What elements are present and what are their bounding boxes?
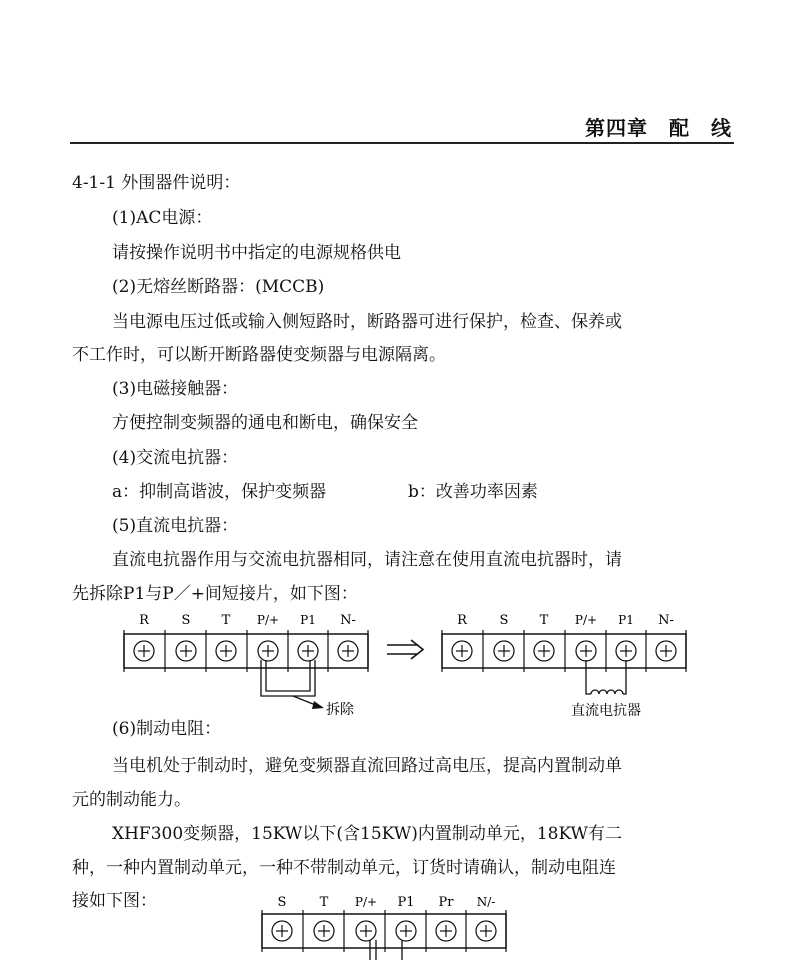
screw-icon [258, 641, 278, 661]
terminal-label-n: N- [340, 613, 356, 628]
item-3-heading: (3)电磁接触器： [112, 379, 239, 399]
terminal-labels-3 [278, 895, 496, 910]
terminal-label-s: S [499, 613, 509, 628]
terminal-label-r: R [139, 613, 149, 628]
page-header [70, 112, 734, 144]
item-2-heading: (2)无熔丝断路器：(MCCB) [112, 277, 325, 297]
terminal-dividers [124, 630, 368, 672]
screw-icon [494, 641, 514, 661]
item-7-text-line1: XHF300变频器，15KW以下(含15KW)内置制动单元，18KW有二 [112, 824, 623, 844]
terminal-label-s: S [277, 895, 287, 910]
terminal-label-p1: P1 [618, 613, 634, 627]
item-4-text-a: a：抑制高谐波，保护变频器 [112, 482, 327, 502]
item-5-text-line2: 先拆除P1与P／+间短接片，如下图： [72, 584, 358, 604]
terminal-label-t: T [319, 895, 329, 910]
terminal-dividers [262, 910, 506, 952]
screw-icon [356, 921, 376, 941]
screw-icon [436, 921, 456, 941]
double-arrow-icon [385, 638, 427, 662]
terminal-label-p1: P1 [300, 613, 316, 627]
terminal-label-p-plus: P/+ [574, 613, 598, 627]
item-6-text-line1: 当电机处于制动时，避免变频器直流回路过高电压，提高内置制动单 [112, 756, 622, 776]
terminal-block-frame [124, 634, 368, 668]
terminal-dividers [442, 630, 686, 672]
item-6-text-line2: 元的制动能力。 [72, 790, 191, 810]
screw-icon [216, 641, 236, 661]
terminal-screws-3 [272, 921, 496, 941]
terminal-label-n: N/- [476, 895, 496, 909]
terminal-label-p-plus: P/+ [354, 895, 378, 909]
chapter-title: 第四章 配 线 [585, 116, 732, 140]
arrow-head-icon [312, 701, 324, 709]
reactor-label: 直流电抗器 [571, 703, 641, 719]
screw-icon [298, 641, 318, 661]
terminal-label-p1: P1 [397, 895, 415, 910]
item-2-text-line1: 当电源电压过低或输入侧短路时，断路器可进行保护，检查、保养或 [112, 312, 622, 332]
braking-wires [370, 940, 402, 960]
screw-icon [338, 641, 358, 661]
terminal-screws-1 [134, 641, 358, 661]
terminal-label-t: T [221, 613, 231, 628]
item-5-text-line1: 直流电抗器作用与交流电抗器相同，请注意在使用直流电抗器时，请 [112, 550, 622, 570]
terminal-labels-2 [457, 613, 674, 628]
terminal-diagram-braking [258, 890, 520, 960]
terminal-label-s: S [181, 613, 191, 628]
item-3-text: 方便控制变频器的通电和断电，确保安全 [112, 413, 418, 433]
terminal-label-p-plus: P/+ [256, 613, 280, 627]
remove-label: 拆除 [326, 702, 354, 718]
item-1-text: 请按操作说明书中指定的电源规格供电 [112, 243, 401, 263]
item-6-heading: (6)制动电阻： [112, 719, 222, 739]
item-4-text-b: b：改善功率因素 [408, 482, 538, 502]
terminal-label-t: T [539, 613, 549, 628]
screw-icon [314, 921, 334, 941]
screw-icon [452, 641, 472, 661]
screw-icon [616, 641, 636, 661]
item-7-text-line2: 种，一种内置制动单元，一种不带制动单元，订货时请确认，制动电阻连 [72, 858, 616, 878]
terminal-labels-1 [139, 613, 356, 628]
item-2-text-line2: 不工作时，可以断开断路器使变频器与电源隔离。 [72, 345, 446, 365]
screw-icon [476, 921, 496, 941]
terminal-screws-2 [452, 641, 676, 661]
screw-icon [176, 641, 196, 661]
screw-icon [656, 641, 676, 661]
screw-icon [576, 641, 596, 661]
item-7-text-line3: 接如下图： [72, 891, 157, 911]
terminal-label-r: R [457, 613, 467, 628]
terminal-label-n: N- [658, 613, 674, 628]
screw-icon [134, 641, 154, 661]
terminal-block-frame [262, 914, 506, 948]
terminal-label-pr: Pr [438, 895, 454, 910]
section-heading: 4-1-1 外围器件说明： [72, 173, 241, 193]
terminal-diagram-after [436, 608, 700, 720]
screw-icon [272, 921, 292, 941]
terminal-block-frame [442, 634, 686, 668]
item-1-heading: (1)AC电源： [112, 208, 213, 228]
screw-icon [534, 641, 554, 661]
item-4-heading: (4)交流电抗器： [112, 448, 239, 468]
terminal-diagram-before [118, 608, 380, 720]
screw-icon [396, 921, 416, 941]
item-5-heading: (5)直流电抗器： [112, 516, 239, 536]
